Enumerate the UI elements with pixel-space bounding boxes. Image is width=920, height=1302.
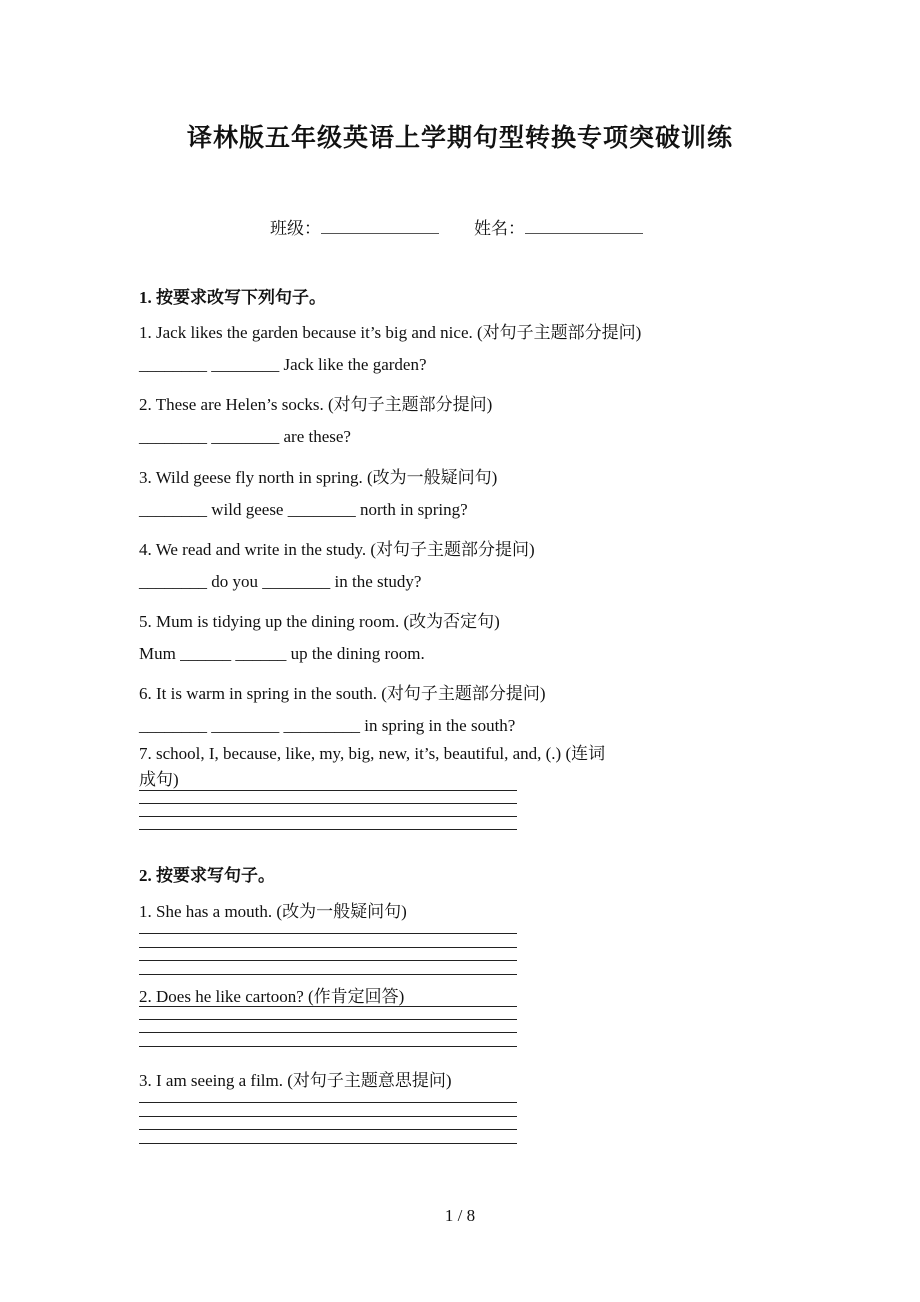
question-line: 2. Does he like cartoon? (作肯定回答) [139,987,405,1006]
question-line: 5. Mum is tidying up the dining room. (改为否定句) [139,612,500,631]
question-line: 2. These are Helen’s socks. (对句子主题部分提问) [139,395,493,414]
writing-rule [139,1019,517,1020]
writing-rule [139,1116,517,1117]
question-line: 1. She has a mouth. (改为一般疑问句) [139,902,407,921]
writing-rule [139,974,517,975]
writing-rule [139,1032,517,1033]
writing-rule [139,816,517,817]
answer-line: Mum ______ ______ up the dining room. [139,644,425,663]
writing-rule [139,1143,517,1144]
writing-rule [139,1006,517,1007]
answer-line: ________ wild geese ________ north in spring? [139,500,468,519]
writing-rule [139,947,517,948]
question-line: 4. We read and write in the study. (对句子主题部分提问) [139,540,535,559]
question-line: 3. Wild geese fly north in spring. (改为一般疑问句) [139,468,498,487]
question-line: 1. Jack likes the garden because it’s big and nice. (对句子主题部分提问) [139,323,642,342]
page-title: 译林版五年级英语上学期句型转换专项突破训练 [186,125,733,152]
writing-rule [139,1046,517,1047]
writing-rule [139,829,517,830]
answer-line: ________ ________ are these? [139,427,351,446]
question-line: 3. I am seeing a film. (对句子主题意思提问) [139,1071,452,1090]
question-line: 7. school, I, because, like, my, big, new, it’s, beautiful, and, (.) (连词 [139,744,606,763]
question-line: 6. It is warm in spring in the south. (对句子主题部分提问) [139,684,546,703]
class-field [270,214,439,239]
name-blank [525,215,643,234]
writing-rule [139,933,517,934]
name-field [474,214,643,239]
question-line-cont: 成句) [139,770,179,789]
writing-rule [139,1129,517,1130]
class-label: 班级： [270,219,321,238]
section2-heading: 2. 按要求写句子。 [139,866,275,885]
section1-heading: 1. 按要求改写下列句子。 [139,288,326,307]
writing-rule [139,803,517,804]
writing-rule [139,1102,517,1103]
answer-line: ________ do you ________ in the study? [139,572,422,591]
name-label: 姓名： [474,219,525,238]
page-number: 1 / 8 [444,1206,476,1225]
writing-rule [139,960,517,961]
answer-line: ________ ________ _________ in spring in the south? [139,716,516,735]
class-blank [321,215,439,234]
answer-line: ________ ________ Jack like the garden? [139,355,427,374]
writing-rule [139,790,517,791]
